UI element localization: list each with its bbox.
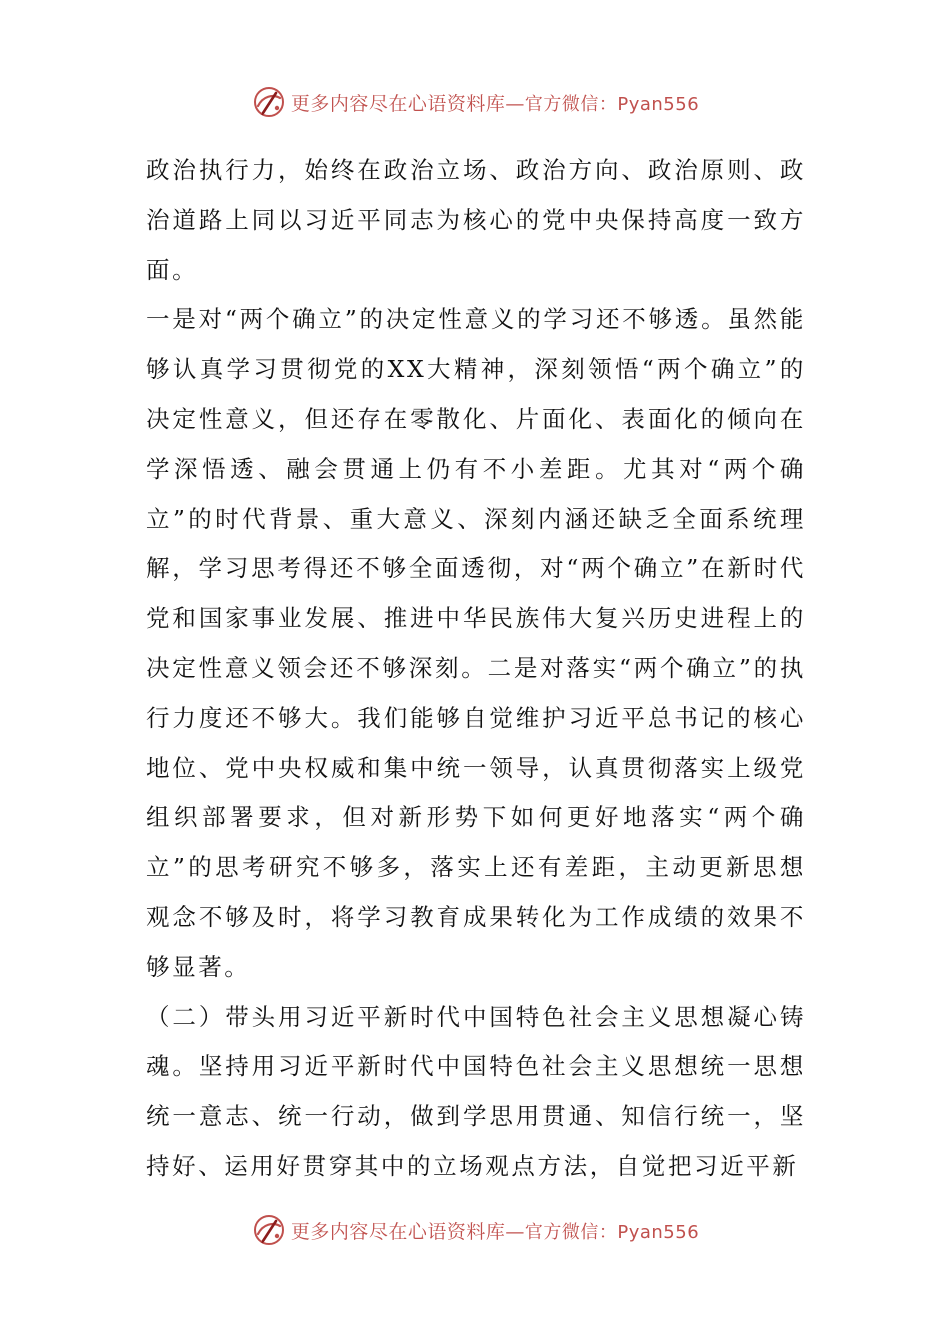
pen-swirl-logo-icon (251, 84, 287, 120)
document-body (146, 146, 806, 1192)
header-banner-main: 更多内容尽在心语资料库— (290, 92, 525, 115)
footer-watermark-banner (0, 1210, 950, 1250)
footer-banner-text (291, 1217, 699, 1244)
paragraph-3: （二）带头用习近平新时代中国特色社会主义思想凝心铸魂。坚持用习近平新时代中国特色社会主义思想统一思想统一意志、统一行动，做到学思用贯通、知信行统一，坚持好、运用好贯穿其中的立场观点方法，自觉把习近平新 (146, 1002, 806, 1180)
paragraph-2: 一是对“两个确立”的决定性意义的学习还不够透。虽然能够认真学习贯彻党的XX大精神，深刻领悟“两个确立”的决定性意义，但还存在零散化、片面化、表面化的倾向在学深悟透、融会贯通上仍有不小差距。尤其对“两个确立”的时代背景、重大意义、深刻内涵还缺乏全面系统理解，学习思考得还不够全面透彻，对“两个确立”在新时代党和国家事业发展、推进中华民族伟大复兴历史进程上的决定性意义领会还不够深刻。二是对落实“两个确立”的执行力度还不够大。我们能够自觉维护习近平总书记的核心地位、党中央权威和集中统一领导，认真贯彻落实上级党组织部署要求，但对新形势下如何更好地落实“两个确立”的思考研究不够多，落实上还有差距，主动更新思想观念不够及时，将学习教育成果转化为工作成绩的效果不够显著。 (146, 305, 806, 981)
pen-swirl-logo-icon (251, 1212, 287, 1248)
header-banner-text (291, 89, 699, 116)
footer-banner-wechat: 官方微信：Pyan556 (524, 1221, 700, 1243)
footer-banner-main: 更多内容尽在心语资料库— (290, 1220, 525, 1243)
header-banner-wechat: 官方微信：Pyan556 (524, 93, 700, 115)
header-watermark-banner (0, 82, 950, 122)
paragraph-1: 政治执行力，始终在政治立场、政治方向、政治原则、政治道路上同以习近平同志为核心的党中央保持高度一致方面。 (146, 156, 806, 284)
